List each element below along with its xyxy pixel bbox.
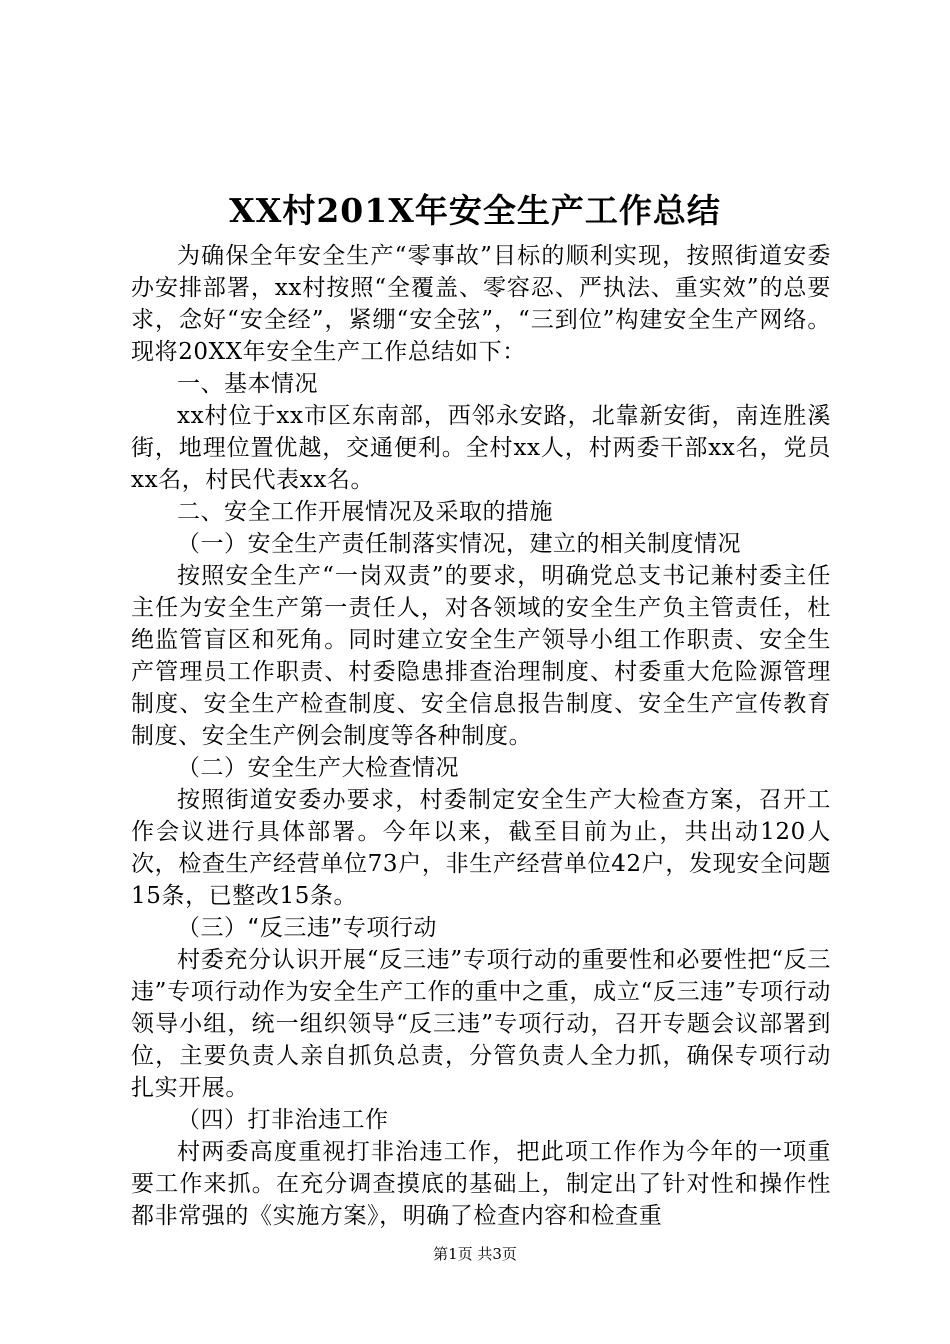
paragraph-basic-situation: xx村位于xx市区东南部，西邻永安路，北靠新安街，南连胜溪街，地理位置优越，交通便利。全村xx人，村两委干部xx名，党员xx名，村民代表xx名。 [131,403,831,493]
paragraph-anti-violation: 村委充分认识开展“反三违”专项行动的重要性和必要性把“反三违”专项行动作为安全生产工作的重中之重，成立“反三违”专项行动领导小组，统一组织领导“反三违”专项行动，召开专题会议部署到位，主要负责人亲自抓负总责，分管负责人全力抓，确保专项行动扎实开展。 [131,947,831,1101]
paragraph-inspection: 按照街道安委办要求，村委制定安全生产大检查方案，召开工作会议进行具体部署。今年以来，截至目前为止，共出动120人次，检查生产经营单位73户，非生产经营单位42户，发现安全问题15条，已整改15条。 [131,787,831,909]
paragraph-intro: 为确保全年安全生产“零事故”目标的顺利实现，按照街道安委办安排部署，xx村按照“全覆盖、零容忍、严执法、重实效”的总要求，念好“安全经”，紧绷“安全弦”，“三到位”构建安全生产网络。现将20XX年安全生产工作总结如下： [131,243,831,365]
page-footer: 第1页 共3页 [433,1245,517,1263]
heading-measures: 二、安全工作开展情况及采取的措施 [177,499,553,525]
subheading-crackdown: （四）打非治违工作 [177,1107,389,1133]
paragraph-responsibility: 按照安全生产“一岗双责”的要求，明确党总支书记兼村委主任主任为安全生产第一责任人，对各领域的安全生产负主管责任，杜绝监管盲区和死角。同时建立安全生产领导小组工作职责、安全生产管理员工作职责、村委隐患排查治理制度、村委重大危险源管理制度、安全生产检查制度、安全信息报告制度、安全生产宣传教育制度、安全生产例会制度等各种制度。 [131,563,831,749]
subheading-anti-violation: （三）“反三违”专项行动 [177,915,437,941]
document-body [131,240,831,1232]
subheading-responsibility: （一）安全生产责任制落实情况，建立的相关制度情况 [177,531,741,557]
document-title: XX村201X年安全生产工作总结 [229,191,721,230]
subheading-inspection: （二）安全生产大检查情况 [177,755,459,781]
heading-basic-situation: 一、基本情况 [177,371,318,397]
paragraph-crackdown: 村两委高度重视打非治违工作，把此项工作作为今年的一项重要工作来抓。在充分调查摸底的基础上，制定出了针对性和操作性都非常强的《实施方案》，明确了检查内容和检查重 [131,1139,831,1229]
